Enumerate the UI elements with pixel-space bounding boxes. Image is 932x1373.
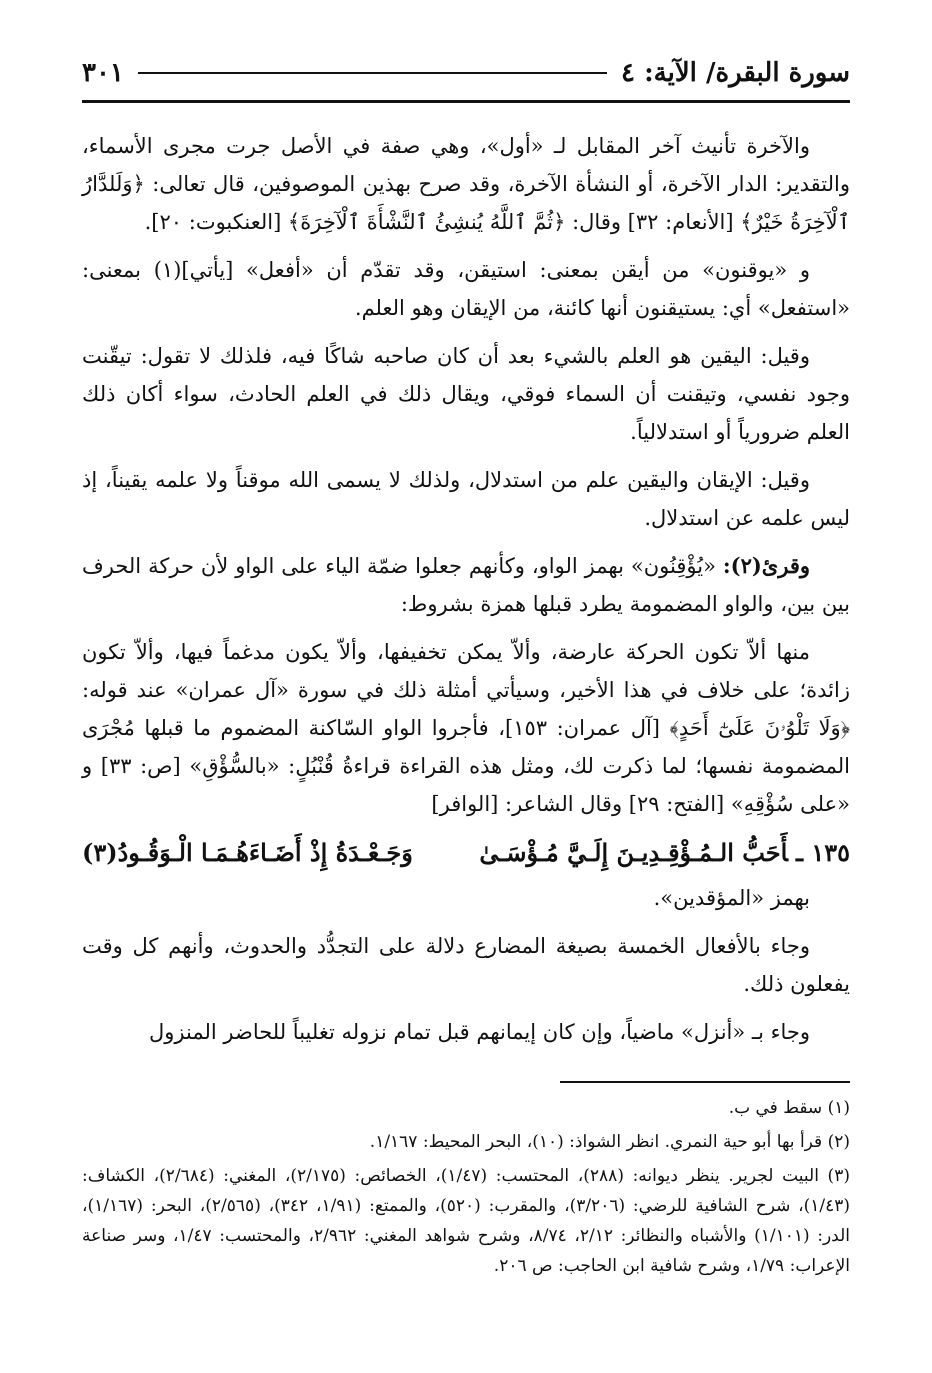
header-rule: [82, 100, 850, 103]
header-line: [138, 72, 607, 74]
footnote: (٢) قرأ بها أبو حية النمري. انظر الشواذ: (١٠)، البحر المحيط: ١/١٦٧.: [369, 1132, 850, 1152]
verse-first-half: [479, 833, 850, 873]
qiraa-lead: وقرئ(٢):: [722, 553, 810, 578]
paragraph: منها ألاّ تكون الحركة عارضة، وألاّ يمكن تخفيفها، وألاّ يكون مدغماً فيها، وألاّ تكون زائدة؛ على خلاف في هذا الأخير، وسيأتي أمثلة ذلك في سورة «آل عمران» عند قوله: ﴿وَلَا تَلْوُۥنَ عَلَىٰٓ أَحَدٍ﴾ [آل عمران: ١٥٣]، فأجروا الواو السّاكنة المضموم ما قبلها مُجْرَى المضمومة نفسها؛ لما ذكرت لك، ومثل هذه القراءة قراءةُ قُنْبُلٍ: «بالسُّؤْقِ» [ص: ٣٣] و «على سُؤْقِهِ» [الفتح: ٢٩] وقال الشاعر: [الوافر]: [82, 640, 850, 816]
main-text: [82, 127, 850, 1051]
paragraph: وقيل: اليقين هو العلم بالشيء بعد أن كان صاحبه شاكًا فيه، فلذلك لا تقول: تيقّنت وجود نفسي، وتيقنت أن السماء فوقي، ويقال ذلك في العلم الحادث، سواء أكان ذلك العلم ضرورياً أو استدلالياً.: [82, 344, 851, 444]
qiraa-text: «يُؤْقِنُون» بهمز الواو، وكأنهم جعلوا ضمّة الياء على الواو لأن حركة الحرف بين بين، والواو المضمومة يطرد قبلها همزة بشروط:: [82, 554, 850, 616]
paragraph: و «يوقنون» من أيقن بمعنى: استيقن، وقد تقدّم أن «أفعل» [يأتي](١) بمعنى: «استفعل» أي: يستيقنون أنها كائنة، من الإيقان وهو العلم.: [82, 258, 850, 320]
page-number: ٣٠١: [82, 58, 124, 88]
footnote: (٣) البيت لجرير. ينظر ديوانه: (٢٨٨)، المحتسب: (١/٤٧)، الخصائص: (٢/١٧٥)، المغني: (٢/٦٨٤)، الكشاف: (١/٤٣)، شرح الشافية للرضي: (٣/٢٠٦)، والمقرب: (٥٢٠)، والممتع: (١/٩١، ٣٤٢)، (٢/٥٦٥)، البحر: (١/١٦٧)، الدر: (١/١٠١) والأشباه والنظائر: ٢/١٢، ٨/٧٤، وشرح شواهد المغني: ٢/٩٦٢، والمحتسب: ١/٤٧، وسر صناعة الإعراب: ١/٧٩، وشرح شافية ابن الحاجب: ص ٢٠٦.: [82, 1166, 851, 1276]
footnotes: [82, 1093, 850, 1281]
poetry-verse: [82, 833, 850, 873]
footnote: (١) سقط في ب.: [728, 1098, 850, 1118]
page-header: [82, 48, 850, 98]
verse-hemistich-2: وَجَـعْـدَةُ إِذْ أَضَـاءَهُـمَـا الْـوَقُـودُ(٣): [82, 838, 413, 867]
qiraa-paragraph: [82, 547, 850, 623]
paragraph: بهمز «المؤقدين».: [653, 886, 810, 910]
verse-hemistich-1: أَحَبُّ الـمُـؤْقِـدِيـنَ إِلَـيَّ مُـؤْسَـىٰ: [479, 838, 788, 867]
paragraph: وقيل: الإيقان واليقين علم من استدلال، ولذلك لا يسمى الله موقناً ولا علمه يقيناً، إذ ليس علمه عن استدلال.: [82, 468, 850, 530]
footnote-separator: [560, 1081, 850, 1083]
paragraph: وجاء بالأفعال الخمسة بصيغة المضارع دلالة على التجدُّد والحدوث، وأنهم كل وقت يفعلون ذلك.: [82, 934, 850, 996]
paragraph: والآخرة تأنيث آخر المقابل لـ «أول»، وهي صفة في الأصل جرت مجرى الأسماء، والتقدير: الدار الآخرة، أو النشأة الآخرة، وقد صرح بهذين الموصوفين، قال تعالى: ﴿وَلَلدَّارُ ٱلْآخِرَةُ خَيْرٌ﴾ [الأنعام: ٣٢] وقال: ﴿ثُمَّ ٱللَّهُ يُنشِئُ ٱلنَّشْأَةَ ٱلْآخِرَةَ﴾ [العنكبوت: ٢٠].: [82, 134, 850, 234]
verse-number: ١٣٥ ـ: [795, 838, 850, 867]
running-title: سورة البقرة/ الآية: ٤: [621, 58, 850, 88]
paragraph: وجاء بـ «أنزل» ماضياً، وإن كان إيمانهم قبل تمام نزوله تغليباً للحاضر المنزول: [149, 1020, 810, 1044]
